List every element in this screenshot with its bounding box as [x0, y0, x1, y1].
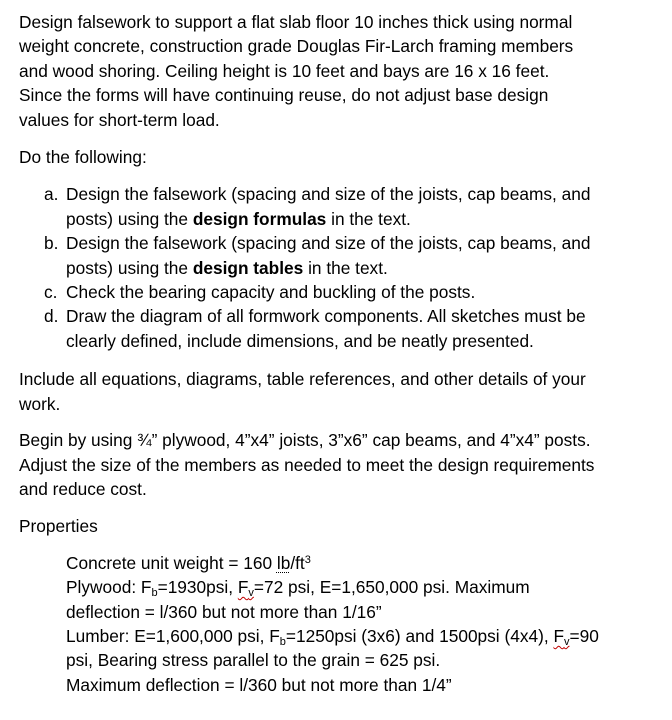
plywood-deflection: deflection = l/360 but not more than 1/16” [66, 601, 382, 622]
concrete-text: Concrete unit weight = 160 [66, 552, 277, 573]
include-paragraph [19, 367, 660, 416]
task-item-c [19, 280, 660, 304]
task-b-line-1: Design the falsework (spacing and size of the joists, cap beams, and [66, 233, 591, 254]
do-heading: Do the following: [19, 147, 147, 168]
task-a-bold-term: design formulas [192, 208, 327, 229]
lumber-fv-subscript: v [564, 635, 570, 648]
begin-line-3: and reduce cost. [19, 478, 147, 499]
task-b-line-2-after: in the text. [303, 257, 388, 278]
task-d-line-2: clearly defined, include dimensions, and be neatly presented. [66, 330, 534, 351]
plywood-fv-symbol [237, 577, 254, 600]
concrete-unit: lb [276, 552, 291, 573]
plywood-fb-subscript: b [151, 587, 158, 600]
task-marker-d: d. [44, 306, 59, 327]
lumber-fv-symbol [553, 626, 569, 646]
task-marker-b: b. [44, 233, 59, 254]
task-item-a [19, 182, 660, 231]
intro-line-1: Design falsework to support a flat slab floor 10 inches thick using normal [19, 12, 573, 32]
lumber-fv-letter: F [553, 625, 564, 646]
lumber-fb-subscript: b [279, 635, 286, 648]
lumber-max-deflection: Maximum deflection = l/360 but not more than 1/4” [66, 674, 452, 695]
begin-paragraph [19, 428, 660, 501]
intro-line-5: values for short-term load. [19, 109, 220, 130]
intro-line-3: and wood shoring. Ceiling height is 10 feet and bays are 16 x 16 feet. [19, 60, 550, 81]
plywood-fv-value: =72 psi, E=1,650,000 psi. Maximum [253, 577, 530, 598]
plywood-label: Plywood: F [66, 577, 152, 598]
intro-line-4: Since the forms will have continuing reuse, do not adjust base design [19, 85, 549, 106]
plywood-property [66, 575, 660, 624]
plywood-fb-value: =1930psi, [157, 577, 238, 598]
lumber-property [66, 624, 660, 697]
task-marker-a: a. [44, 184, 59, 205]
task-d-line-1: Draw the diagram of all formwork components. All sketches must be [66, 306, 586, 327]
task-a-line-2-after: in the text. [326, 208, 411, 229]
include-line-2: work. [19, 393, 61, 414]
properties-heading: Properties [19, 516, 98, 537]
intro-line-2: weight concrete, construction grade Douglas Fir-Larch framing members [19, 36, 574, 57]
include-line-1: Include all equations, diagrams, table references, and other details of your [19, 369, 586, 390]
concrete-unit-exponent: 3 [304, 553, 311, 566]
lumber-bearing-stress: psi, Bearing stress parallel to the grain = 625 psi. [66, 650, 441, 671]
intro-paragraph [19, 10, 660, 132]
lumber-label: Lumber: E=1,600,000 psi, F [66, 625, 280, 646]
task-a-line-1: Design the falsework (spacing and size of the joists, cap beams, and [66, 184, 591, 205]
concrete-unit-denominator: /ft [290, 552, 305, 573]
task-item-d [19, 304, 660, 353]
lumber-fv-value: =90 [569, 625, 599, 646]
task-a-line-2-before: posts) using the [66, 208, 193, 229]
task-marker-c: c. [44, 282, 58, 303]
task-list [19, 182, 660, 353]
properties-block [19, 551, 660, 697]
task-b-line-2-before: posts) using the [66, 257, 193, 278]
task-b-bold-term: design tables [192, 257, 304, 278]
concrete-property [66, 551, 660, 575]
begin-line-1: Begin by using ¾” plywood, 4”x4” joists, 3”x6” cap beams, and 4”x4” posts. [19, 430, 591, 451]
plywood-fv-letter: F [237, 577, 249, 598]
lumber-fb-value: =1250psi (3x6) and 1500psi (4x4), [285, 625, 554, 646]
task-item-b [19, 231, 660, 280]
task-c-line-1: Check the bearing capacity and buckling of the posts. [66, 282, 476, 303]
plywood-fv-subscript: v [248, 587, 254, 600]
begin-line-2: Adjust the size of the members as needed to meet the design requirements [19, 454, 595, 475]
